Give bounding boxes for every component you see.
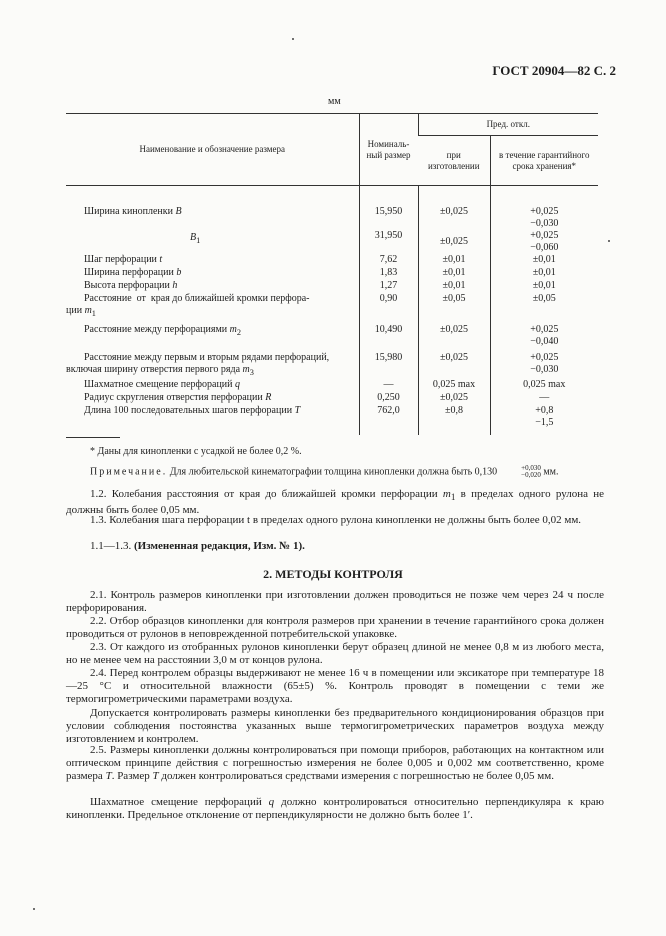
- row-name: Радиус скругления отверстия перфорации R: [84, 392, 272, 403]
- row-storage: ±0,01: [490, 254, 598, 267]
- col-header-tolerance: Пред. откл.: [418, 114, 598, 136]
- table-row: [66, 293, 598, 320]
- row-manufacture: ±0,01: [418, 254, 490, 267]
- row-name: Ширина перфорации b: [84, 267, 182, 278]
- footnote: * Даны для кинопленки с усадкой не более 0,2 %.: [90, 446, 302, 457]
- row-name: Шаг перфорации t: [84, 254, 163, 265]
- note-text: Для любительской кинематографии толщина кинопленки должна быть 0,130: [169, 466, 498, 478]
- row-nominal: 15,980: [359, 348, 418, 379]
- table-row: [66, 320, 598, 348]
- footnote-rule: [66, 437, 120, 438]
- table-row: [66, 206, 598, 230]
- row-name: Шахматное смещение перфораций q: [84, 379, 240, 390]
- table-row: [66, 267, 598, 280]
- note-tail: мм.: [543, 466, 559, 478]
- table-row: [66, 280, 598, 293]
- row-storage: ±0,05: [490, 293, 598, 320]
- row-name: Ширина кинопленки B: [84, 206, 182, 217]
- row-storage: —: [490, 392, 598, 405]
- row-name: Расстояние между первым и вторым рядами перфораций, включая ширину отверстия первого ряда $m_3$: [66, 352, 330, 377]
- section-title: 2. МЕТОДЫ КОНТРОЛЯ: [263, 567, 403, 581]
- scan-speck: [292, 38, 294, 40]
- row-storage: ±0,01: [490, 267, 598, 280]
- note: [66, 465, 604, 479]
- row-name: Расстояние от края до ближайшей кромки перфора- ции $m_1$: [66, 293, 310, 318]
- page-header: ГОСТ 20904—82 С. 2: [492, 63, 616, 78]
- row-nominal: 1,83: [359, 267, 418, 280]
- row-nominal: 7,62: [359, 254, 418, 267]
- row-manufacture: ±0,025: [418, 348, 490, 379]
- row-manufacture: 0,025 max: [418, 379, 490, 392]
- row-manufacture: ±0,01: [418, 280, 490, 293]
- row-storage: +0,8 −1,5: [490, 405, 598, 435]
- note-head: Примечание.: [90, 466, 168, 478]
- row-manufacture: ±0,01: [418, 267, 490, 280]
- table-row: [66, 230, 598, 254]
- row-nominal: 31,950: [359, 230, 418, 254]
- row-name: Высота перфорации h: [84, 280, 178, 291]
- row-storage: +0,025 −0,040: [490, 320, 598, 348]
- col-header-nominal: Номиналь-ный размер: [359, 114, 418, 186]
- table-row: [66, 348, 598, 379]
- row-storage: 0,025 max: [490, 379, 598, 392]
- row-manufacture: ±0,025: [418, 392, 490, 405]
- row-manufacture: ±0,05: [418, 293, 490, 320]
- table-row: [66, 392, 598, 405]
- row-name: $B_1$: [190, 232, 201, 245]
- amendment-ref: 1.1—1.3.: [90, 540, 132, 552]
- row-nominal: 0,90: [359, 293, 418, 320]
- row-name: Длина 100 последовательных шагов перфорации T: [84, 405, 301, 416]
- row-storage: +0,025 −0,030: [490, 206, 598, 230]
- scan-speck: [33, 908, 35, 910]
- amendment-note: (Измененная редакция, Изм. № 1).: [134, 540, 305, 552]
- paragraph-2-5b: Шахматное смещение перфораций q должно контролироваться относительно перпендикуляра к краю кинопленки. Предельное отклонение от перпендикулярности не должно быть более 1′.: [66, 796, 604, 821]
- paragraph-1-2: 1.2. Колебания расстояния от края до ближайшей кромки перфорации $m_1$ в пределах одного рулона не должны быть более 0,05 мм.: [66, 488, 604, 517]
- col-header-name: Наименование и обозначение размера: [66, 114, 359, 186]
- scan-speck: [608, 240, 610, 242]
- row-manufacture: ±0,8: [418, 405, 490, 435]
- table-row: [66, 254, 598, 267]
- row-manufacture: ±0,025: [418, 206, 490, 230]
- row-manufacture: ±0,025: [418, 230, 490, 254]
- row-storage: +0,025 −0,030: [490, 348, 598, 379]
- table-row: [66, 379, 598, 392]
- row-nominal: 15,950: [359, 206, 418, 230]
- row-nominal: 10,490: [359, 320, 418, 348]
- table-row: [66, 405, 598, 435]
- paragraph-2-4: 2.4. Перед контролем образцы выдерживают не менее 16 ч в помещении или эксикаторе при температуре 18—25 °С и относительной влажности (65±5) %. Контроль проводят в помещении с теми же термогигрометрическими параметрами воздуха.: [66, 667, 604, 705]
- col-header-manufacture: при изготовлении: [418, 136, 490, 186]
- row-nominal: 1,27: [359, 280, 418, 293]
- paragraph-1-1-1-3: [66, 540, 604, 553]
- paragraph-2-5: 2.5. Размеры кинопленки должны контролироваться при помощи приборов, работающих на контактном или оптическом принципе действия с погрешностью измерения не более 0,005 и 0,002 мм соответственно, кроме размера T. Размер T должен контролироваться средствами измерения с погрешностью не более 0,05 мм.: [66, 744, 604, 782]
- unit-label: мм: [328, 96, 341, 107]
- dimensions-table: [66, 113, 598, 435]
- paragraph-2-4b: Допускается контролировать размеры кинопленки без предварительного кондиционирования образцов при условии соблюдения постоянства указанных выше термогигрометрических параметров воздуха между изготовлением и контролем.: [66, 707, 604, 745]
- paragraph-2-1: 2.1. Контроль размеров кинопленки при изготовлении должен проводиться не позже чем через 24 ч после перфорирования.: [66, 589, 604, 614]
- col-header-storage: в течение гарантийного срока хранения*: [490, 136, 598, 186]
- row-storage: ±0,01: [490, 280, 598, 293]
- note-sup: +0,030: [521, 464, 541, 472]
- row-storage: +0,025 −0,060: [490, 230, 598, 254]
- paragraph-1-3: 1.3. Колебания шага перфорации t в пределах одного рулона кинопленки не должны быть более 0,02 мм.: [90, 514, 582, 526]
- paragraph-2-3: 2.3. От каждого из отобранных рулонов кинопленки берут образец длиной не менее 0,8 м из любого места, но не менее чем на расстоянии 3,0 м от концов рулона.: [66, 641, 604, 666]
- row-manufacture: ±0,025: [418, 320, 490, 348]
- row-nominal: —: [359, 379, 418, 392]
- note-sub: −0,020: [521, 471, 541, 479]
- row-nominal: 0,250: [359, 392, 418, 405]
- paragraph-2-2: 2.2. Отбор образцов кинопленки для контроля размеров при хранении в течение гарантийного срока должен проводиться от рулонов в неповрежденной потребительской упаковке.: [66, 615, 604, 640]
- row-name: Расстояние между перфорациями $m_2$: [84, 324, 242, 337]
- row-nominal: 762,0: [359, 405, 418, 435]
